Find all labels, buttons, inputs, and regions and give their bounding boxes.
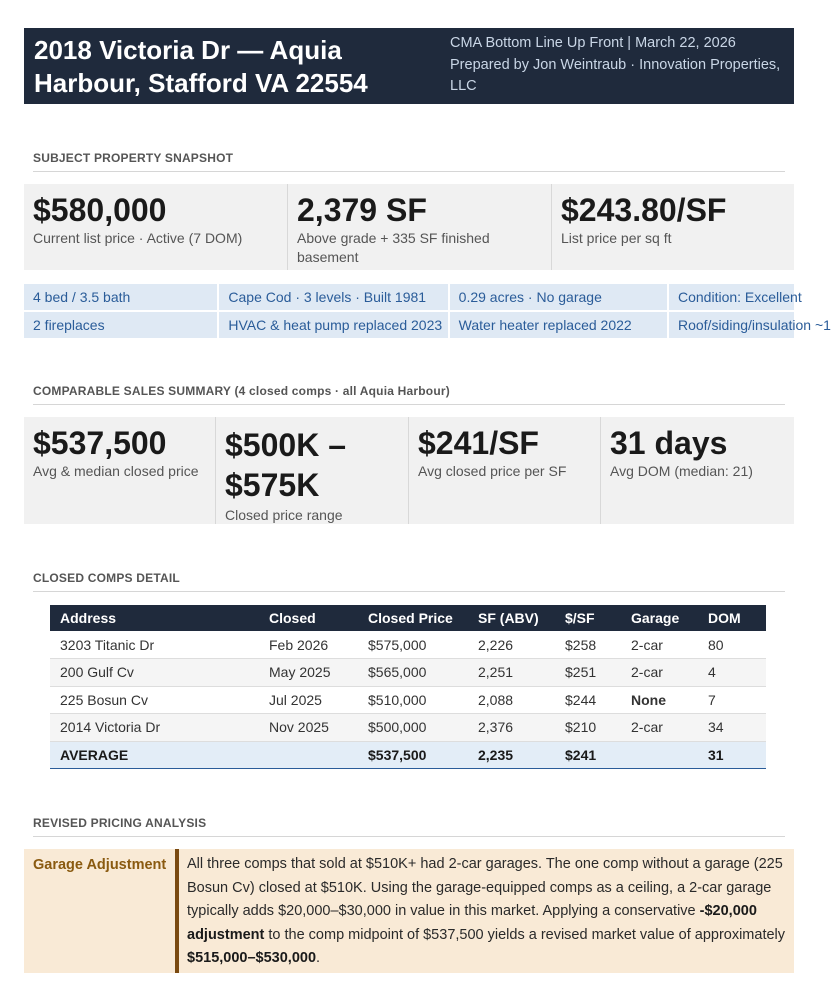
cell-closed-price: $537,500: [358, 741, 468, 769]
section-label-pricing: REVISED PRICING ANALYSIS: [33, 816, 785, 837]
column-header: DOM: [698, 605, 766, 631]
stat-caption: Closed price range: [225, 507, 343, 523]
stat-caption: Current list price · Active (7 DOM): [33, 230, 243, 246]
cell-garage: [621, 741, 698, 769]
cell-closed-price: $500,000: [358, 714, 468, 742]
comps-table: [50, 605, 766, 769]
stat-list-price: [24, 184, 288, 270]
cell-garage: 2-car: [621, 631, 698, 659]
cell-dom: 7: [698, 686, 766, 714]
cell-sf: 2,088: [468, 686, 555, 714]
callout-text: .: [316, 950, 321, 966]
callout-emphasis-adjustment: -$20,000 adjustment: [187, 903, 757, 943]
cell-dom: 31: [698, 741, 766, 769]
property-features: [24, 284, 831, 340]
cell-sf: 2,226: [468, 631, 555, 659]
stat-avg-dom: [601, 417, 794, 524]
cell-dom: 4: [698, 659, 766, 687]
column-header: $/SF: [555, 605, 621, 631]
cell-price-per-sf: $210: [555, 714, 621, 742]
column-header: Closed Price: [358, 605, 468, 631]
stat-value: $580,000: [33, 192, 167, 228]
cell-garage: 2-car: [621, 659, 698, 687]
table-row: [50, 631, 766, 659]
cell-closed-price: $575,000: [358, 631, 468, 659]
feature-chip: Cape Cod · 3 levels · Built 1981: [219, 284, 447, 310]
cell-sf: 2,251: [468, 659, 555, 687]
cell-address: 3203 Titanic Dr: [50, 631, 259, 659]
cell-sf: 2,235: [468, 741, 555, 769]
section-label-subject: SUBJECT PROPERTY SNAPSHOT: [33, 151, 785, 172]
cell-address: 200 Gulf Cv: [50, 659, 259, 687]
feature-chip: HVAC & heat pump replaced 2023: [219, 312, 447, 338]
cell-sf: 2,376: [468, 714, 555, 742]
table-header-row: [50, 605, 766, 631]
stat-value: 2,379 SF: [297, 192, 427, 228]
stat-value: $537,500: [33, 425, 167, 461]
feature-chip: Water heater replaced 2022: [450, 312, 667, 338]
column-header: SF (ABV): [468, 605, 555, 631]
subject-stats: [24, 184, 794, 270]
callout-text: All three comps that sold at $510K+ had 2-car garages. The one comp without a garage (225 Bosun Cv) closed at $510K. Using the garage-equipped comps as a ceiling, a 2-car garage typically adds $20,000–$30,000 in value in this market. Applying a conservative: [187, 856, 783, 919]
stat-caption: Avg DOM (median: 21): [610, 463, 753, 479]
cell-price-per-sf: $241: [555, 741, 621, 769]
callout-label: Garage Adjustment: [33, 857, 167, 873]
callout-emphasis-value: $515,000–$530,000: [187, 950, 317, 966]
cell-garage: None: [621, 686, 698, 714]
prepared-by-line: Prepared by Jon Weintraub · Innovation Properties, LLC: [450, 56, 781, 94]
cell-price-per-sf: $251: [555, 659, 621, 687]
garage-adjustment-callout: [24, 849, 794, 973]
stat-caption: List price per sq ft: [561, 230, 672, 246]
feature-chip: 2 fireplaces: [24, 312, 217, 338]
cell-closed: May 2025: [259, 659, 358, 687]
stat-avg-closed-price: [24, 417, 216, 524]
stat-caption: Above grade + 335 SF finished basement: [297, 230, 490, 265]
comps-summary-stats: [24, 417, 794, 524]
section-label-comps-summary: COMPARABLE SALES SUMMARY (4 closed comps · all Aquia Harbour): [33, 384, 785, 405]
cell-closed: Feb 2026: [259, 631, 358, 659]
cell-address: 225 Bosun Cv: [50, 686, 259, 714]
cell-dom: 34: [698, 714, 766, 742]
cell-price-per-sf: $258: [555, 631, 621, 659]
feature-row: [24, 312, 831, 338]
stat-avg-price-per-sf: [409, 417, 601, 524]
stat-value: 31 days: [610, 425, 728, 461]
cell-closed-price: $510,000: [358, 686, 468, 714]
page-title: 2018 Victoria Dr — Aquia Harbour, Stafford VA 22554: [34, 35, 368, 98]
feature-chip: Condition: Excellent: [669, 284, 794, 310]
cell-average-label: AVERAGE: [50, 741, 259, 769]
cell-closed: Nov 2025: [259, 714, 358, 742]
feature-chip: 0.29 acres · No garage: [450, 284, 667, 310]
callout-text: to the comp midpoint of $537,500 yields a revised market value of approximately: [264, 926, 786, 943]
column-header: Address: [50, 605, 259, 631]
cell-address: 2014 Victoria Dr: [50, 714, 259, 742]
cell-garage: 2-car: [621, 714, 698, 742]
column-header: Closed: [259, 605, 358, 631]
feature-row: [24, 284, 802, 310]
report-date-line: CMA Bottom Line Up Front | March 22, 2026: [450, 35, 736, 51]
stat-square-footage: [288, 184, 552, 270]
stat-caption: Avg & median closed price: [33, 463, 199, 479]
cell-closed-price: $565,000: [358, 659, 468, 687]
cell-dom: 80: [698, 631, 766, 659]
section-label-comps-detail: CLOSED COMPS DETAIL: [33, 571, 785, 592]
report-meta: [438, 28, 794, 104]
table-row: [50, 659, 766, 687]
report-header: [24, 28, 794, 104]
column-header: Garage: [621, 605, 698, 631]
stat-value: $241/SF: [418, 425, 539, 461]
stat-value: $500K – $575K: [225, 427, 346, 503]
cell-price-per-sf: $244: [555, 686, 621, 714]
stat-caption: Avg closed price per SF: [418, 463, 567, 479]
feature-chip: Roof/siding/insulation ~1: [669, 312, 794, 338]
table-row: [50, 686, 766, 714]
stat-value: $243.80/SF: [561, 192, 727, 228]
table-row: [50, 714, 766, 742]
callout-body: [179, 849, 794, 973]
cell-closed: [259, 741, 358, 769]
stat-price-range: [216, 417, 409, 524]
stat-price-per-sf: [552, 184, 794, 270]
feature-chip: 4 bed / 3.5 bath: [24, 284, 217, 310]
cell-closed: Jul 2025: [259, 686, 358, 714]
table-average-row: [50, 741, 766, 769]
